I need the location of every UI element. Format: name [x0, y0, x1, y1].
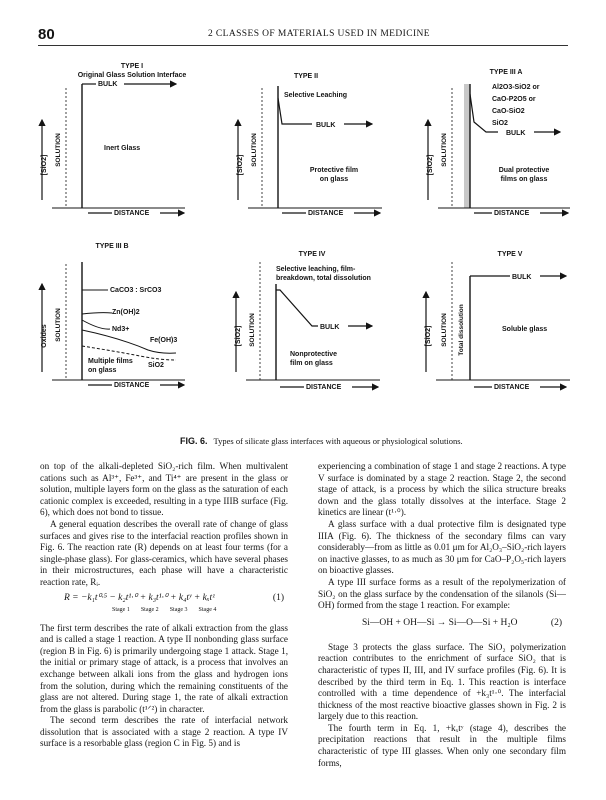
type4-inside1: Nonprotective	[290, 351, 338, 358]
type3b-inside2: on glass	[88, 367, 117, 374]
type3b-distance-label: DISTANCE	[114, 382, 150, 389]
type1-bulk-label: BULK	[98, 81, 118, 88]
panel-type-2	[237, 73, 382, 217]
type4-line2: breakdown, total dissolution	[276, 275, 371, 282]
caption-label: FIG. 6.	[180, 436, 208, 446]
type2-bulk-label: BULK	[316, 122, 336, 129]
type3a-title: TYPE III A	[489, 69, 523, 76]
panel-type-3b	[41, 243, 185, 389]
type5-dissolution-label: Total dissolution	[458, 304, 465, 356]
equation-2-expression: Si—OH + OH—Si → Si—O—Si + H₂O	[362, 617, 518, 628]
stage-3-label: Stage 3	[169, 606, 188, 613]
type1-subtitle: Original Glass Solution Interface	[77, 72, 187, 79]
type3a-c2: CaO-P2O5 or	[492, 96, 536, 103]
type4-ylabel: [SiO2]	[235, 325, 242, 347]
type4-bulk-label: BULK	[320, 324, 340, 331]
right-column	[318, 461, 566, 769]
type3b-c1: CaCO3 : SrCO3	[110, 287, 162, 294]
equation-2	[318, 618, 566, 636]
left-paragraph-1: on top of the alkali-depleted SiO₂-rich film. When multivalent cations such as Al³⁺, Fe³⁺, and Ti⁴⁺ are present in the glass or solution, multiple layers form on the glass as the saturation of each cationic complex is exceeded, resulting in a type IIIB surface (Fig. 6), which does not bond to tissue.	[40, 461, 288, 518]
type3b-c5: SiO2	[148, 362, 164, 369]
type3a-c4: SiO2	[492, 120, 508, 127]
type2-inside1: Protective film	[309, 167, 359, 174]
right-paragraph-5: The fourth term in Eq. 1, +kₓtʸ (stage 4), describes the precipitation reactions that result in the multiple films characteristic of type III glasses. When only one secondary film forms,	[318, 722, 566, 768]
stage-4-label: Stage 4	[198, 606, 217, 613]
equation-1	[40, 593, 288, 619]
type2-ylabel: [SiO2]	[237, 154, 244, 176]
type3b-curve-3	[82, 320, 110, 329]
type5-inside: Soluble glass	[502, 326, 548, 333]
type3a-film-band	[464, 84, 470, 208]
type4-inside2: film on glass	[290, 360, 333, 367]
type1-inside-label: Inert Glass	[104, 145, 141, 152]
type4-line1: Selective leaching, film-	[276, 266, 356, 273]
type5-distance-label: DISTANCE	[494, 384, 530, 391]
panel-type-5	[425, 251, 570, 391]
panel-type-3a	[427, 69, 570, 217]
page-number: 80	[38, 26, 55, 43]
type4-title: TYPE IV	[298, 251, 326, 258]
type2-solution-label: SOLUTION	[251, 133, 258, 167]
running-head: 2 CLASSES OF MATERIALS USED IN MEDICINE	[208, 29, 430, 39]
type3b-curve-2	[82, 313, 112, 314]
type3a-inside2: films on glass	[500, 176, 548, 183]
left-paragraph-2: A general equation describes the overall rate of change of glass surfaces and gives rise to the interfacial reaction profiles shown in Fig. 6. The reaction rate (R) depends on at least four terms (for a single-phase glass). For glass-ceramics, which have several phases in their microstructures, each phase will have a characteristic reaction rate, Rᵢ.	[40, 518, 288, 587]
panel-type-4	[235, 251, 380, 391]
type5-title: TYPE V	[497, 251, 523, 258]
equation-2-number: (2)	[550, 617, 562, 628]
type2-line1: Selective Leaching	[284, 92, 348, 99]
left-column	[40, 461, 288, 750]
type3b-title: TYPE III B	[95, 243, 129, 250]
type3b-ylabel: Oxides	[41, 324, 48, 348]
type1-distance-label: DISTANCE	[114, 210, 150, 217]
type3a-distance-label: DISTANCE	[494, 210, 530, 217]
type3b-c4: Fe(OH)3	[150, 337, 178, 344]
type4-distance-label: DISTANCE	[306, 384, 342, 391]
stage-2-label: Stage 2	[140, 606, 159, 613]
type4-profile	[276, 290, 318, 326]
type1-solution-label: SOLUTION	[55, 133, 62, 167]
type3a-inside1: Dual protective	[498, 167, 550, 174]
type1-title: TYPE I	[120, 63, 144, 70]
type2-title: TYPE II	[293, 73, 319, 80]
type3b-c3: Nd3+	[112, 326, 130, 333]
type3a-c3: CaO-SiO2	[492, 108, 525, 115]
left-paragraph-3: The first term describes the rate of alkali extraction from the glass and is called a stage 1 reaction. A type II nonbonding glass surface (region B in Fig. 6) is primarily undergoing stage 1 attack. Stage 1, the initial or primary stage of attack, is a process that involves an exchange between alkali ions from the glass and hydrogen ions from the solution, during which the remaining constituents of the glass are not altered. During stage 1, the rate of alkali extraction from the glass is parabolic (t¹ᐟ²) in character.	[40, 622, 288, 714]
right-paragraph-3: A type III surface forms as a result of the repolymerization of SiO₂ on the glass surface by the condensation of the silanols (Si—OH) formed from the stage 1 reaction. For example:	[318, 576, 566, 611]
type3a-c1: Al2O3-SiO2 or	[492, 84, 540, 91]
type3a-bulk-label: BULK	[506, 130, 526, 137]
type3b-inside1: Multiple films	[88, 358, 133, 365]
type2-distance-label: DISTANCE	[308, 210, 344, 217]
figure-caption	[180, 436, 463, 446]
stage-1-label: Stage 1	[112, 606, 130, 613]
equation-1-expression: R = −k₁t⁰·⁵ − k₂t¹·⁰ + k₃t¹·⁰ + k₄tʸ + kₓtᶻ	[64, 592, 215, 603]
panel-type-1	[41, 63, 186, 217]
type1-ylabel: [SiO2]	[41, 154, 48, 176]
type3b-c2: Zn(OH)2	[112, 309, 140, 316]
type5-bulk-label: BULK	[512, 274, 532, 281]
right-paragraph-1: experiencing a combination of stage 1 and stage 2 reactions. A type V surface is dominated by a stage 2 reaction. Stage 2, the second stage of attack, is a process by which the silica structure breaks down and the glass totally dissolves at the interface. Stage 2 kinetics are linear (t¹·⁰).	[318, 461, 566, 518]
type5-ylabel: [SiO2]	[425, 325, 432, 347]
right-paragraph-2: A glass surface with a dual protective film is designated type IIIA (Fig. 6). The thickness of the secondary films can vary considerably—from as little as 0.01 μm for Al₂O₃–SiO₂-rich layers on inactive glasses, to as much as 30 μm for CaO–P₂O₅-rich layers on bioactive glasses.	[318, 518, 566, 576]
type2-profile	[278, 98, 312, 124]
type5-solution-label: SOLUTION	[441, 313, 448, 347]
caption-text: Types of silicate glass interfaces with aqueous or physiological solutions.	[213, 436, 463, 446]
right-paragraph-4: Stage 3 protects the glass surface. The SiO₂ polymerization reaction contributes to the enrichment of surface SiO₂ that is characteristic of types II, III, and IV surface profiles (Fig. 6). It is described by the third term in Eq. 1. This reaction is interface controlled with a time dependence of +k₃t¹·⁰. The interfacial thickness of the most reactive bioactive glasses shown in Fig. 2 is largely due to this reaction.	[318, 641, 566, 722]
type3b-solution-label: SOLUTION	[55, 308, 62, 342]
type3a-solution-label: SOLUTION	[441, 133, 448, 167]
equation-1-stages	[112, 605, 262, 617]
type2-inside2: on glass	[319, 176, 349, 183]
type3a-ylabel: [SiO2]	[427, 154, 434, 176]
left-paragraph-4: The second term describes the rate of interfacial network dissolution that is associated with a stage 2 reaction. A type IV surface is a resorbable glass (region C in Fig. 5) and is	[40, 715, 288, 749]
type4-solution-label: SOLUTION	[249, 313, 256, 347]
equation-1-number: (1)	[272, 592, 284, 603]
